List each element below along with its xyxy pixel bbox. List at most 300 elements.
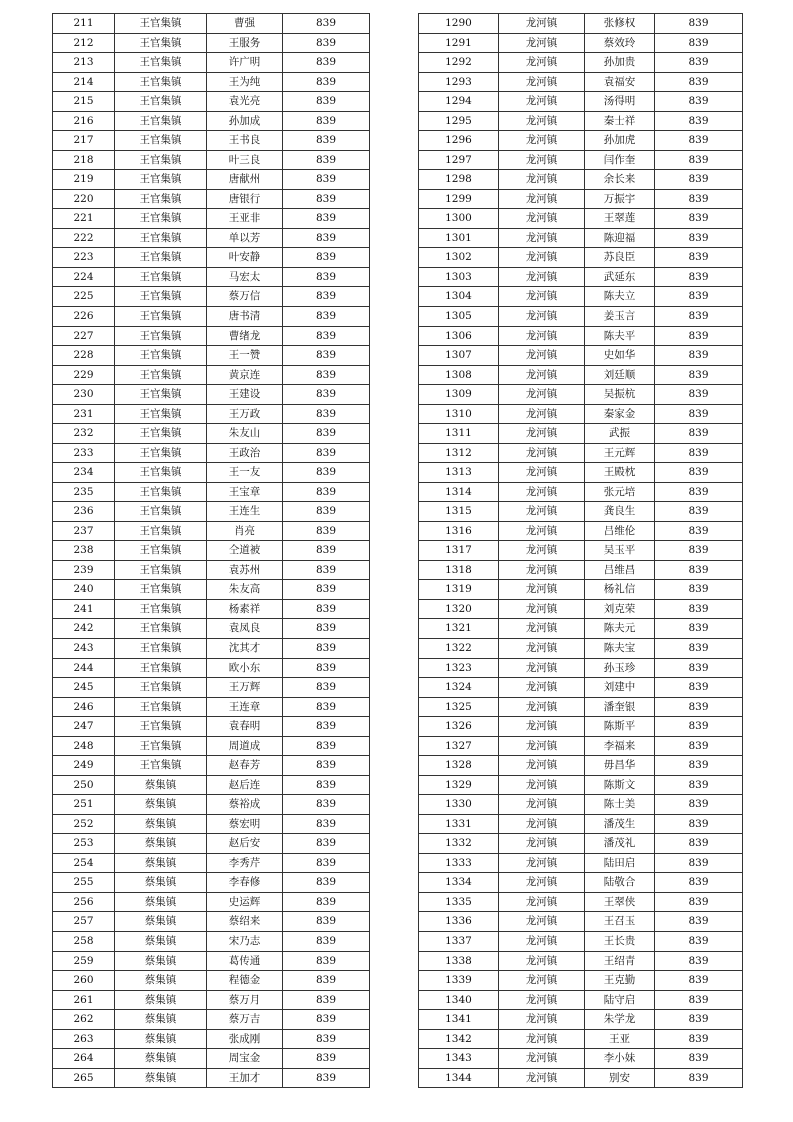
table-row xyxy=(419,580,743,600)
cell-name: 孙加贵 xyxy=(585,53,655,73)
cell-index: 1344 xyxy=(419,1068,499,1088)
cell-index: 264 xyxy=(53,1049,115,1069)
cell-amount: 839 xyxy=(283,1010,370,1030)
cell-amount: 839 xyxy=(283,1068,370,1088)
cell-town: 龙河镇 xyxy=(499,834,585,854)
cell-amount: 839 xyxy=(283,463,370,483)
cell-amount: 839 xyxy=(283,287,370,307)
cell-town: 王官集镇 xyxy=(115,521,207,541)
cell-town: 王官集镇 xyxy=(115,482,207,502)
cell-name: 唐银行 xyxy=(207,189,283,209)
cell-amount: 839 xyxy=(655,72,743,92)
cell-town: 龙河镇 xyxy=(499,892,585,912)
cell-name: 陈迎福 xyxy=(585,228,655,248)
cell-name: 周道成 xyxy=(207,736,283,756)
cell-amount: 839 xyxy=(655,814,743,834)
table-row xyxy=(53,228,370,248)
cell-index: 1291 xyxy=(419,33,499,53)
cell-index: 1296 xyxy=(419,131,499,151)
cell-index: 1339 xyxy=(419,971,499,991)
cell-index: 250 xyxy=(53,775,115,795)
cell-index: 228 xyxy=(53,346,115,366)
cell-name: 王加才 xyxy=(207,1068,283,1088)
cell-name: 曹绪龙 xyxy=(207,326,283,346)
table-row xyxy=(53,482,370,502)
cell-amount: 839 xyxy=(283,971,370,991)
cell-town: 龙河镇 xyxy=(499,424,585,444)
cell-town: 龙河镇 xyxy=(499,873,585,893)
cell-index: 1310 xyxy=(419,404,499,424)
cell-town: 龙河镇 xyxy=(499,404,585,424)
table-row xyxy=(53,53,370,73)
cell-name: 王绍青 xyxy=(585,951,655,971)
cell-amount: 839 xyxy=(283,502,370,522)
cell-index: 222 xyxy=(53,228,115,248)
cell-amount: 839 xyxy=(283,756,370,776)
cell-index: 1301 xyxy=(419,228,499,248)
table-row xyxy=(419,892,743,912)
table-row xyxy=(53,326,370,346)
cell-amount: 839 xyxy=(283,912,370,932)
cell-town: 龙河镇 xyxy=(499,33,585,53)
cell-town: 王官集镇 xyxy=(115,228,207,248)
cell-amount: 839 xyxy=(655,228,743,248)
table-row xyxy=(53,814,370,834)
cell-town: 蔡集镇 xyxy=(115,1029,207,1049)
table-row xyxy=(53,599,370,619)
table-row xyxy=(53,639,370,659)
table-row xyxy=(53,834,370,854)
cell-name: 欧小东 xyxy=(207,658,283,678)
cell-amount: 839 xyxy=(283,599,370,619)
table-row xyxy=(53,463,370,483)
cell-town: 龙河镇 xyxy=(499,306,585,326)
cell-name: 蔡万吉 xyxy=(207,1010,283,1030)
cell-town: 龙河镇 xyxy=(499,619,585,639)
cell-index: 241 xyxy=(53,599,115,619)
left-table xyxy=(52,13,370,1088)
cell-name: 叶安静 xyxy=(207,248,283,268)
table-row xyxy=(53,502,370,522)
cell-amount: 839 xyxy=(283,658,370,678)
table-row xyxy=(53,1068,370,1088)
cell-name: 潘奎银 xyxy=(585,697,655,717)
cell-town: 龙河镇 xyxy=(499,92,585,112)
cell-name: 张修权 xyxy=(585,14,655,34)
cell-amount: 839 xyxy=(655,502,743,522)
cell-amount: 839 xyxy=(655,736,743,756)
cell-name: 王长贵 xyxy=(585,931,655,951)
cell-name: 袁福安 xyxy=(585,72,655,92)
cell-town: 蔡集镇 xyxy=(115,990,207,1010)
cell-name: 蔡万月 xyxy=(207,990,283,1010)
cell-index: 1295 xyxy=(419,111,499,131)
cell-amount: 839 xyxy=(655,717,743,737)
cell-town: 龙河镇 xyxy=(499,639,585,659)
cell-town: 龙河镇 xyxy=(499,209,585,229)
cell-town: 龙河镇 xyxy=(499,502,585,522)
cell-index: 1331 xyxy=(419,814,499,834)
cell-index: 216 xyxy=(53,111,115,131)
cell-name: 王亚非 xyxy=(207,209,283,229)
cell-index: 261 xyxy=(53,990,115,1010)
cell-amount: 839 xyxy=(655,756,743,776)
cell-name: 孙玉珍 xyxy=(585,658,655,678)
table-row xyxy=(53,560,370,580)
cell-town: 龙河镇 xyxy=(499,521,585,541)
cell-amount: 839 xyxy=(283,189,370,209)
cell-amount: 839 xyxy=(283,834,370,854)
table-row xyxy=(53,658,370,678)
cell-index: 1338 xyxy=(419,951,499,971)
cell-index: 258 xyxy=(53,931,115,951)
table-row xyxy=(53,189,370,209)
cell-amount: 839 xyxy=(283,990,370,1010)
cell-index: 1324 xyxy=(419,678,499,698)
cell-town: 龙河镇 xyxy=(499,1010,585,1030)
cell-town: 龙河镇 xyxy=(499,346,585,366)
cell-amount: 839 xyxy=(283,814,370,834)
cell-index: 244 xyxy=(53,658,115,678)
cell-amount: 839 xyxy=(655,385,743,405)
cell-town: 蔡集镇 xyxy=(115,1049,207,1069)
table-row xyxy=(419,1068,743,1088)
cell-town: 龙河镇 xyxy=(499,111,585,131)
cell-town: 龙河镇 xyxy=(499,678,585,698)
table-row xyxy=(419,150,743,170)
cell-name: 赵后连 xyxy=(207,775,283,795)
cell-town: 蔡集镇 xyxy=(115,931,207,951)
cell-town: 王官集镇 xyxy=(115,209,207,229)
cell-name: 李春修 xyxy=(207,873,283,893)
cell-name: 程德金 xyxy=(207,971,283,991)
table-row xyxy=(419,482,743,502)
cell-name: 王万政 xyxy=(207,404,283,424)
table-row xyxy=(419,736,743,756)
table-row xyxy=(53,521,370,541)
table-row xyxy=(53,756,370,776)
cell-amount: 839 xyxy=(655,971,743,991)
cell-town: 龙河镇 xyxy=(499,853,585,873)
cell-town: 王官集镇 xyxy=(115,131,207,151)
table-row xyxy=(53,150,370,170)
cell-town: 龙河镇 xyxy=(499,72,585,92)
cell-town: 蔡集镇 xyxy=(115,951,207,971)
cell-town: 蔡集镇 xyxy=(115,1010,207,1030)
cell-index: 239 xyxy=(53,560,115,580)
cell-name: 王书良 xyxy=(207,131,283,151)
cell-index: 1309 xyxy=(419,385,499,405)
cell-name: 孙加虎 xyxy=(585,131,655,151)
cell-amount: 839 xyxy=(655,33,743,53)
table-row xyxy=(419,189,743,209)
cell-town: 王官集镇 xyxy=(115,346,207,366)
cell-index: 1321 xyxy=(419,619,499,639)
cell-index: 242 xyxy=(53,619,115,639)
cell-amount: 839 xyxy=(655,951,743,971)
cell-town: 王官集镇 xyxy=(115,92,207,112)
cell-town: 龙河镇 xyxy=(499,365,585,385)
cell-town: 龙河镇 xyxy=(499,951,585,971)
cell-town: 蔡集镇 xyxy=(115,873,207,893)
cell-name: 张成刚 xyxy=(207,1029,283,1049)
cell-town: 龙河镇 xyxy=(499,1049,585,1069)
cell-index: 224 xyxy=(53,267,115,287)
cell-town: 龙河镇 xyxy=(499,463,585,483)
table-row xyxy=(53,209,370,229)
cell-name: 王宝章 xyxy=(207,482,283,502)
table-row xyxy=(419,424,743,444)
cell-index: 240 xyxy=(53,580,115,600)
cell-amount: 839 xyxy=(283,1029,370,1049)
cell-town: 王官集镇 xyxy=(115,697,207,717)
cell-index: 1307 xyxy=(419,346,499,366)
cell-name: 潘茂生 xyxy=(585,814,655,834)
table-row xyxy=(53,717,370,737)
cell-index: 1308 xyxy=(419,365,499,385)
table-row xyxy=(53,736,370,756)
cell-name: 刘廷顺 xyxy=(585,365,655,385)
table-row xyxy=(53,678,370,698)
cell-name: 闫作奎 xyxy=(585,150,655,170)
cell-index: 236 xyxy=(53,502,115,522)
cell-town: 龙河镇 xyxy=(499,150,585,170)
cell-amount: 839 xyxy=(655,326,743,346)
cell-index: 254 xyxy=(53,853,115,873)
cell-index: 1300 xyxy=(419,209,499,229)
cell-town: 龙河镇 xyxy=(499,287,585,307)
cell-name: 朱友高 xyxy=(207,580,283,600)
table-row xyxy=(419,814,743,834)
table-row xyxy=(419,717,743,737)
cell-name: 王元辉 xyxy=(585,443,655,463)
cell-name: 吴玉平 xyxy=(585,541,655,561)
table-row xyxy=(419,33,743,53)
cell-name: 李秀芹 xyxy=(207,853,283,873)
cell-amount: 839 xyxy=(283,560,370,580)
cell-amount: 839 xyxy=(655,990,743,1010)
cell-town: 龙河镇 xyxy=(499,814,585,834)
cell-name: 宋乃志 xyxy=(207,931,283,951)
cell-index: 1322 xyxy=(419,639,499,659)
cell-index: 1312 xyxy=(419,443,499,463)
cell-amount: 839 xyxy=(655,834,743,854)
cell-name: 苏良臣 xyxy=(585,248,655,268)
cell-index: 229 xyxy=(53,365,115,385)
cell-town: 王官集镇 xyxy=(115,170,207,190)
cell-name: 陈斯平 xyxy=(585,717,655,737)
cell-amount: 839 xyxy=(655,560,743,580)
table-row xyxy=(419,365,743,385)
cell-index: 1316 xyxy=(419,521,499,541)
cell-town: 蔡集镇 xyxy=(115,853,207,873)
cell-amount: 839 xyxy=(655,873,743,893)
table-row xyxy=(53,775,370,795)
cell-index: 233 xyxy=(53,443,115,463)
cell-amount: 839 xyxy=(655,795,743,815)
cell-amount: 839 xyxy=(283,72,370,92)
cell-amount: 839 xyxy=(283,248,370,268)
table-row xyxy=(419,931,743,951)
cell-index: 215 xyxy=(53,92,115,112)
table-row xyxy=(419,756,743,776)
cell-name: 唐献州 xyxy=(207,170,283,190)
cell-name: 秦士祥 xyxy=(585,111,655,131)
cell-name: 单以芳 xyxy=(207,228,283,248)
cell-amount: 839 xyxy=(283,736,370,756)
cell-amount: 839 xyxy=(655,580,743,600)
cell-name: 朱友山 xyxy=(207,424,283,444)
cell-amount: 839 xyxy=(655,53,743,73)
cell-name: 王建设 xyxy=(207,385,283,405)
cell-index: 1342 xyxy=(419,1029,499,1049)
table-row xyxy=(53,1049,370,1069)
table-row xyxy=(419,658,743,678)
cell-index: 1340 xyxy=(419,990,499,1010)
cell-index: 1337 xyxy=(419,931,499,951)
table-row xyxy=(419,502,743,522)
cell-name: 余长来 xyxy=(585,170,655,190)
cell-index: 212 xyxy=(53,33,115,53)
cell-amount: 839 xyxy=(283,209,370,229)
table-row xyxy=(53,892,370,912)
cell-amount: 839 xyxy=(283,111,370,131)
cell-amount: 839 xyxy=(655,775,743,795)
table-row xyxy=(53,541,370,561)
cell-index: 226 xyxy=(53,306,115,326)
cell-town: 王官集镇 xyxy=(115,33,207,53)
cell-amount: 839 xyxy=(283,541,370,561)
table-row xyxy=(419,443,743,463)
cell-index: 1335 xyxy=(419,892,499,912)
table-row xyxy=(419,1029,743,1049)
cell-name: 陈斯文 xyxy=(585,775,655,795)
cell-index: 223 xyxy=(53,248,115,268)
cell-amount: 839 xyxy=(283,267,370,287)
cell-index: 255 xyxy=(53,873,115,893)
cell-town: 龙河镇 xyxy=(499,580,585,600)
cell-amount: 839 xyxy=(655,521,743,541)
cell-amount: 839 xyxy=(655,599,743,619)
table-row xyxy=(419,639,743,659)
cell-name: 别安 xyxy=(585,1068,655,1088)
cell-name: 马宏太 xyxy=(207,267,283,287)
cell-name: 陈夫立 xyxy=(585,287,655,307)
cell-amount: 839 xyxy=(283,385,370,405)
cell-index: 1326 xyxy=(419,717,499,737)
cell-amount: 839 xyxy=(655,150,743,170)
cell-index: 1302 xyxy=(419,248,499,268)
cell-town: 蔡集镇 xyxy=(115,775,207,795)
table-row xyxy=(53,248,370,268)
table-row xyxy=(53,619,370,639)
cell-name: 王万辉 xyxy=(207,678,283,698)
cell-name: 秦家金 xyxy=(585,404,655,424)
cell-name: 李小妹 xyxy=(585,1049,655,1069)
table-row xyxy=(419,287,743,307)
cell-amount: 839 xyxy=(283,326,370,346)
cell-amount: 839 xyxy=(655,346,743,366)
cell-name: 吕维昌 xyxy=(585,560,655,580)
table-row xyxy=(419,834,743,854)
cell-amount: 839 xyxy=(655,287,743,307)
cell-amount: 839 xyxy=(283,424,370,444)
cell-name: 袁春明 xyxy=(207,717,283,737)
cell-amount: 839 xyxy=(655,111,743,131)
cell-index: 211 xyxy=(53,14,115,34)
cell-index: 1317 xyxy=(419,541,499,561)
cell-name: 陆守启 xyxy=(585,990,655,1010)
cell-index: 265 xyxy=(53,1068,115,1088)
right-table-body xyxy=(419,14,743,1088)
cell-amount: 839 xyxy=(655,853,743,873)
cell-index: 1320 xyxy=(419,599,499,619)
cell-amount: 839 xyxy=(655,365,743,385)
cell-index: 248 xyxy=(53,736,115,756)
cell-index: 217 xyxy=(53,131,115,151)
cell-amount: 839 xyxy=(655,267,743,287)
cell-index: 218 xyxy=(53,150,115,170)
cell-index: 262 xyxy=(53,1010,115,1030)
cell-name: 沈其才 xyxy=(207,639,283,659)
table-row xyxy=(53,873,370,893)
cell-town: 王官集镇 xyxy=(115,385,207,405)
cell-town: 王官集镇 xyxy=(115,404,207,424)
cell-town: 龙河镇 xyxy=(499,326,585,346)
cell-amount: 839 xyxy=(283,365,370,385)
cell-town: 龙河镇 xyxy=(499,482,585,502)
cell-name: 刘克荣 xyxy=(585,599,655,619)
cell-name: 史运辉 xyxy=(207,892,283,912)
cell-town: 龙河镇 xyxy=(499,658,585,678)
cell-index: 1290 xyxy=(419,14,499,34)
cell-name: 赵春芳 xyxy=(207,756,283,776)
cell-amount: 839 xyxy=(283,33,370,53)
cell-town: 王官集镇 xyxy=(115,717,207,737)
cell-amount: 839 xyxy=(283,775,370,795)
cell-index: 1343 xyxy=(419,1049,499,1069)
cell-index: 263 xyxy=(53,1029,115,1049)
cell-amount: 839 xyxy=(655,131,743,151)
cell-name: 王连生 xyxy=(207,502,283,522)
cell-amount: 839 xyxy=(283,521,370,541)
cell-name: 蔡绍来 xyxy=(207,912,283,932)
table-row xyxy=(53,365,370,385)
cell-index: 1318 xyxy=(419,560,499,580)
cell-town: 王官集镇 xyxy=(115,463,207,483)
cell-index: 1323 xyxy=(419,658,499,678)
cell-name: 王翠莲 xyxy=(585,209,655,229)
cell-amount: 839 xyxy=(283,1049,370,1069)
cell-town: 王官集镇 xyxy=(115,619,207,639)
cell-amount: 839 xyxy=(655,424,743,444)
cell-name: 毋昌华 xyxy=(585,756,655,776)
cell-index: 243 xyxy=(53,639,115,659)
cell-name: 潘茂礼 xyxy=(585,834,655,854)
cell-amount: 839 xyxy=(283,482,370,502)
cell-name: 王服务 xyxy=(207,33,283,53)
table-row xyxy=(419,912,743,932)
cell-town: 龙河镇 xyxy=(499,697,585,717)
table-row xyxy=(53,287,370,307)
cell-name: 武振 xyxy=(585,424,655,444)
cell-index: 249 xyxy=(53,756,115,776)
cell-index: 252 xyxy=(53,814,115,834)
cell-town: 龙河镇 xyxy=(499,228,585,248)
cell-index: 1327 xyxy=(419,736,499,756)
cell-index: 1306 xyxy=(419,326,499,346)
cell-amount: 839 xyxy=(655,1010,743,1030)
